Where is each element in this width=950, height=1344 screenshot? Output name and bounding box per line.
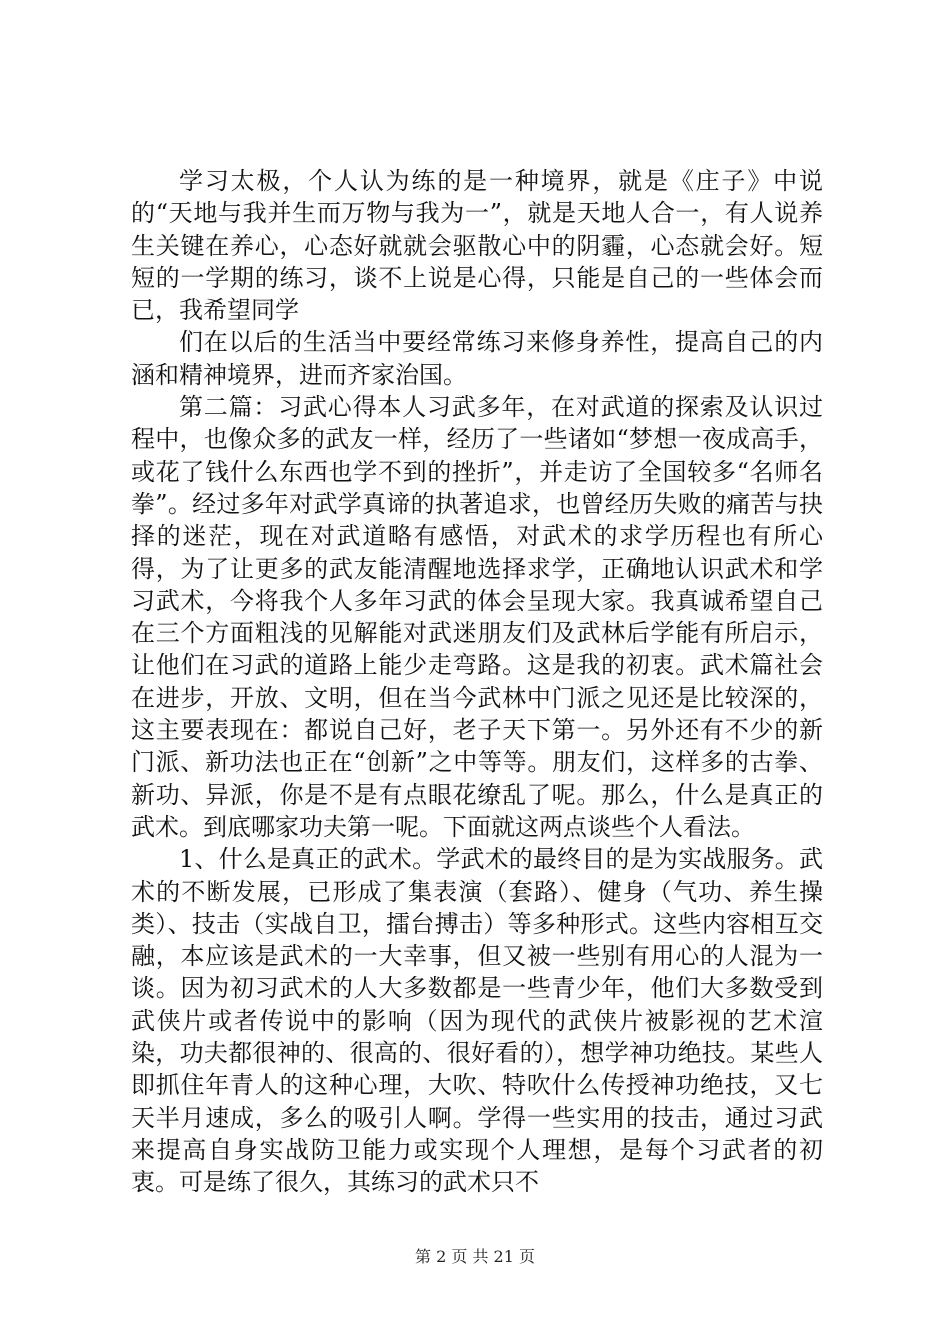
page-number: 第 2 页 共 21 页 [415,1247,535,1266]
document-body [131,165,823,1199]
paragraph-part-two: 第二篇：习武心得本人习武多年，在对武道的探索及认识过程中，也像众多的武友一样，经历了一些诸如“梦想一夜成高手，或花了钱什么东西也学不到的挫折”，并走访了全国较多“名师名拳”。经过多年对武学真谛的执著追求，也曾经历失败的痛苦与抉择的迷茫，现在对武道略有感悟，对武术的求学历程也有所心得，为了让更多的武友能清醒地选择求学，正确地认识武术和学习武术，今将我个人多年习武的体会呈现大家。我真诚希望自己在三个方面粗浅的见解能对武迷朋友们及武林后学能有所启示，让他们在习武的道路上能少走弯路。这是我的初衷。武术篇社会在进步，开放、文明，但在当今武林中门派之见还是比较深的，这主要表现在：都说自己好，老子天下第一。另外还有不少的新门派、新功法也正在“创新”之中等等。朋友们，这样多的古拳、新功、异派，你是不是有点眼花缭乱了呢。那么，什么是真正的武术。到底哪家功夫第一呢。下面就这两点谈些个人看法。 [131,393,823,841]
paragraph-taiji: 学习太极，个人认为练的是一种境界，就是《庄子》中说的“天地与我并生而万物与我为一”，就是天地人合一，有人说养生关键在养心，心态好就就会驱散心中的阴霾，心态就会好。短短的一学期的练习，谈不上说是心得，只能是自己的一些体会而已，我希望同学 [131,167,823,325]
paragraph-continuation: 们在以后的生活当中要经常练习来修身养性，提高自己的内涵和精神境界，进而齐家治国。 [131,328,823,389]
paragraph-section-one: 1、什么是真正的武术。学武术的最终目的是为实战服务。武术的不断发展，已形成了集表演（套路）、健身（气功、养生操类）、技击（实战自卫，擂台搏击）等多种形式。这些内容相互交融，本应该是武术的一大幸事，但又被一些别有用心的人混为一谈。因为初习武术的人大多数都是一些青少年，他们大多数受到武侠片或者传说中的影响（因为现代的武侠片被影视的艺术渲染，功夫都很神的、很高的、很好看的），想学神功绝技。某些人即抓住年青人的这种心理，大吹、特吹什么传授神功绝技，又七天半月速成，多么的吸引人啊。学得一些实用的技击，通过习武来提高自身实战防卫能力或实现个人理想，是每个习武者的初衷。可是练了很久，其练习的武术只不 [131,845,823,1197]
page-footer [0,1244,950,1267]
